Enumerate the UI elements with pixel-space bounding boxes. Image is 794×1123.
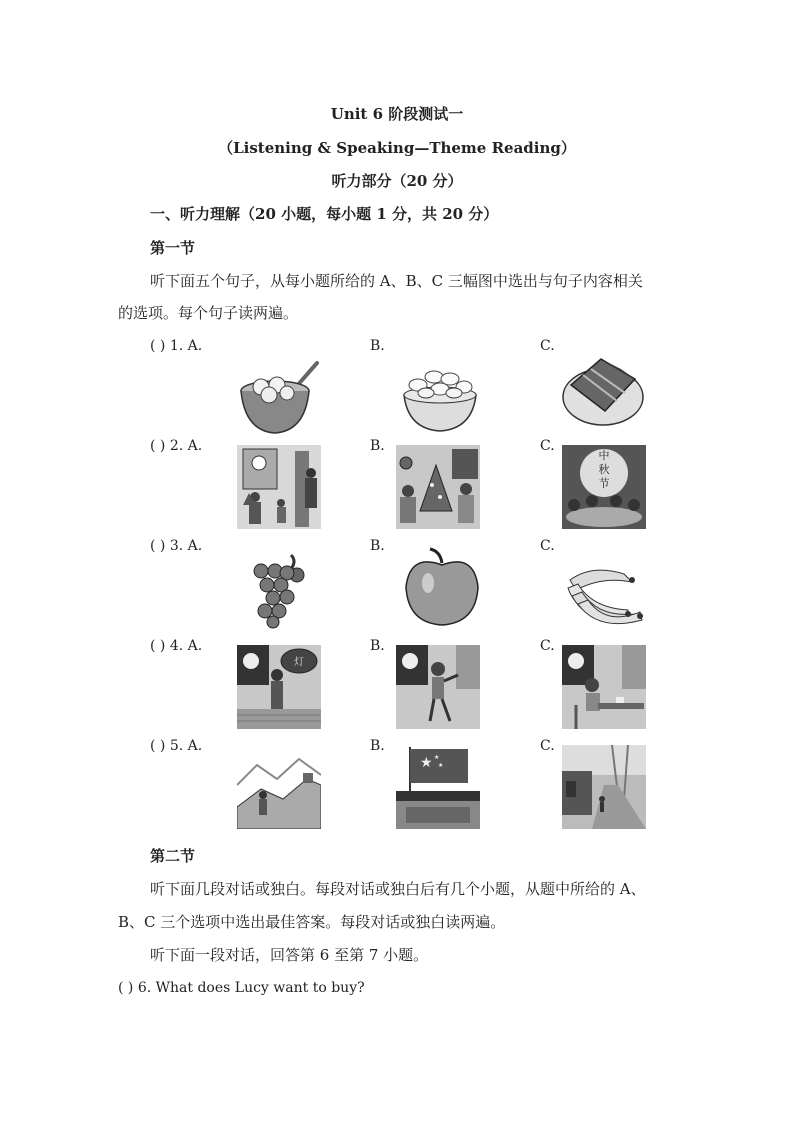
option-label: B.	[370, 438, 385, 454]
question-stem: ( ) 4. A.	[150, 638, 203, 654]
sign-char: 秋	[598, 463, 610, 476]
girl-waving-icon	[396, 645, 480, 729]
svg-text:★: ★	[438, 762, 444, 769]
girl-at-table-icon	[562, 645, 646, 729]
hutong-street-icon	[562, 745, 646, 829]
spring-festival-scene-icon	[237, 445, 321, 529]
dumplings-bowl-icon	[398, 355, 482, 439]
instruction-text: B、C 三个选项中选出最佳答案。每段对话或独白读两遍。	[118, 913, 506, 931]
bananas-icon	[562, 560, 646, 644]
part-heading: 听力部分（20 分）	[331, 172, 463, 190]
instruction-text: 听下面五个句子，从每小题所给的 A、B、C 三幅图中选出与句子内容相关	[150, 272, 643, 290]
page-subtitle: （Listening & Speaking—Theme Reading）	[218, 139, 576, 157]
lantern-char: 灯	[294, 657, 304, 668]
sign-char: 中	[598, 449, 610, 462]
instruction-text: 听下面一段对话，回答第 6 至第 7 小题。	[150, 946, 429, 964]
christmas-party-scene-icon	[396, 445, 480, 529]
zongzi-plate-icon	[561, 345, 645, 429]
boy-hanging-lantern-icon	[237, 645, 321, 729]
question-stem: ( ) 1. A.	[150, 338, 203, 354]
question-stem: ( ) 2. A.	[150, 438, 203, 454]
instruction-text: 听下面几段对话或独白。每段对话或独白后有几个小题，从题中所给的 A、	[150, 880, 646, 898]
tangyuan-bowl-icon	[237, 355, 321, 439]
option-label: C.	[540, 338, 555, 354]
tiananmen-flag-icon	[396, 745, 480, 829]
sign-char: 节	[598, 477, 610, 490]
apple-icon	[400, 545, 484, 629]
option-label: C.	[540, 738, 555, 754]
option-label: B.	[370, 538, 385, 554]
option-label: B.	[370, 638, 385, 654]
option-label: B.	[370, 738, 385, 754]
question-stem: ( ) 3. A.	[150, 538, 203, 554]
grapes-icon	[237, 545, 321, 629]
option-label: C.	[540, 438, 555, 454]
subsection-heading: 第一节	[150, 239, 196, 257]
option-label: B.	[370, 338, 385, 354]
svg-text:★: ★	[434, 754, 440, 761]
option-label: C.	[540, 538, 555, 554]
mid-autumn-dinner-scene-icon	[562, 445, 646, 529]
subsection-heading: 第二节	[150, 847, 196, 865]
page-title: Unit 6 阶段测试一	[330, 105, 464, 123]
instruction-text: 的选项。每个句子读两遍。	[118, 304, 299, 322]
great-wall-icon	[237, 745, 321, 829]
section-heading: 一、听力理解（20 小题，每小题 1 分，共 20 分）	[150, 205, 499, 223]
question-stem: ( ) 6. What does Lucy want to buy?	[118, 980, 365, 996]
option-label: C.	[540, 638, 555, 654]
svg-text:★: ★	[420, 755, 433, 771]
question-stem: ( ) 5. A.	[150, 738, 203, 754]
